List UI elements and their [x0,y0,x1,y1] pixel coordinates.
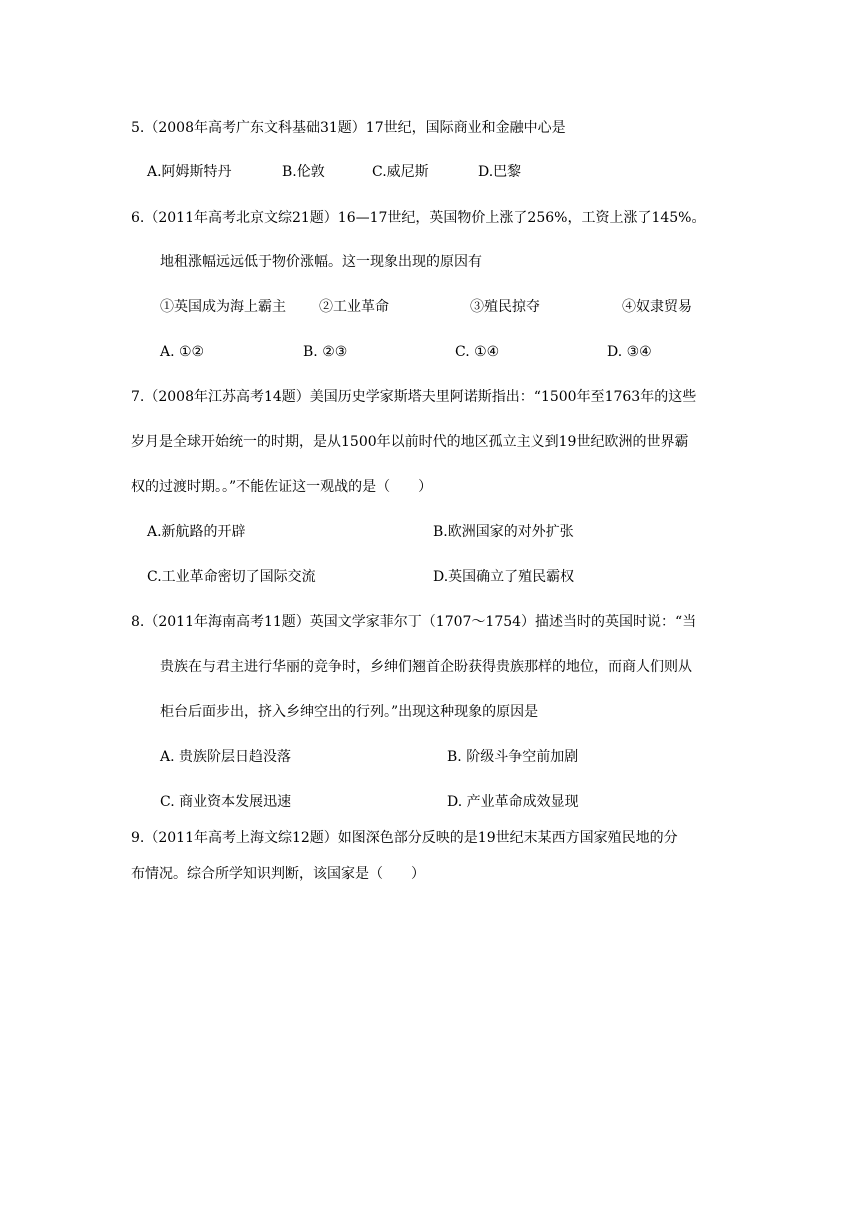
question-7-stem-line-1: 7.（2008年江苏高考14题）美国历史学家斯塔夫里阿诺斯指出：“1500年至1763年的这些 [131,389,697,405]
question-8-stem-line-2: 贵族在与君主进行华丽的竞争时，乡绅们翘首企盼获得贵族那样的地位，而商人们则从 [160,659,692,675]
question-6-stem-line-1: 6.（2011年高考北京文综21题）16—17世纪，英国物价上涨了256%，工资上涨了145%。 [131,210,706,226]
question-5-option-c: C.威尼斯 [372,164,429,180]
question-6-item-2: ②工业革命 [319,299,389,315]
question-7-option-d: D.英国确立了殖民霸权 [433,569,575,585]
question-7-option-b: B.欧洲国家的对外扩张 [433,524,574,540]
question-7-stem-line-3: 权的过渡时期。。”不能佐证这一观战的是（ ） [131,479,433,495]
question-7-option-a: A.新航路的开辟 [147,524,246,540]
question-9-stem-line-1: 9.（2011年高考上海文综12题）如图深色部分反映的是19世纪末某西方国家殖民地的分 [131,830,678,846]
question-6-option-b: B. ②③ [303,344,348,360]
question-8-stem-line-3: 柜台后面步出，挤入乡绅空出的行列。”出现这种现象的原因是 [160,704,539,720]
question-8-option-d: D. 产业革命成效显现 [447,794,579,810]
question-6-option-a: A. ①② [160,344,205,360]
question-6-stem-line-2: 地租涨幅远远低于物价涨幅。这一现象出现的原因有 [160,254,482,270]
question-7-option-c: C.工业革命密切了国际交流 [147,569,316,585]
question-9-stem-line-2: 布情况。综合所学知识判断，该国家是（ ） [131,866,425,882]
question-7-stem-line-2: 岁月是全球开始统一的时期，是从1500年以前时代的地区孤立主义到19世纪欧洲的世界霸 [131,434,689,450]
question-8-stem-line-1: 8.（2011年海南高考11题）英国文学家菲尔丁（1707～1754）描述当时的英国时说：“当 [131,614,697,630]
question-5-option-a: A.阿姆斯特丹 [147,164,232,180]
question-6-option-d: D. ③④ [607,344,652,360]
question-5-option-d: D.巴黎 [478,164,522,180]
question-6-option-c: C. ①④ [455,344,500,360]
question-6-item-1: ①英国成为海上霸主 [160,299,286,315]
question-8-option-c: C. 商业资本发展迅速 [160,794,292,810]
question-6-item-3: ③殖民掠夺 [470,299,540,315]
question-8-option-a: A. 贵族阶层日趋没落 [160,749,292,765]
question-5-option-b: B.伦敦 [282,164,325,180]
question-5-stem: 5.（2008年高考广东文科基础31题）17世纪，国际商业和金融中心是 [131,120,566,136]
question-6-item-4: ④奴隶贸易 [622,299,692,315]
question-8-option-b: B. 阶级斗争空前加剧 [447,749,579,765]
